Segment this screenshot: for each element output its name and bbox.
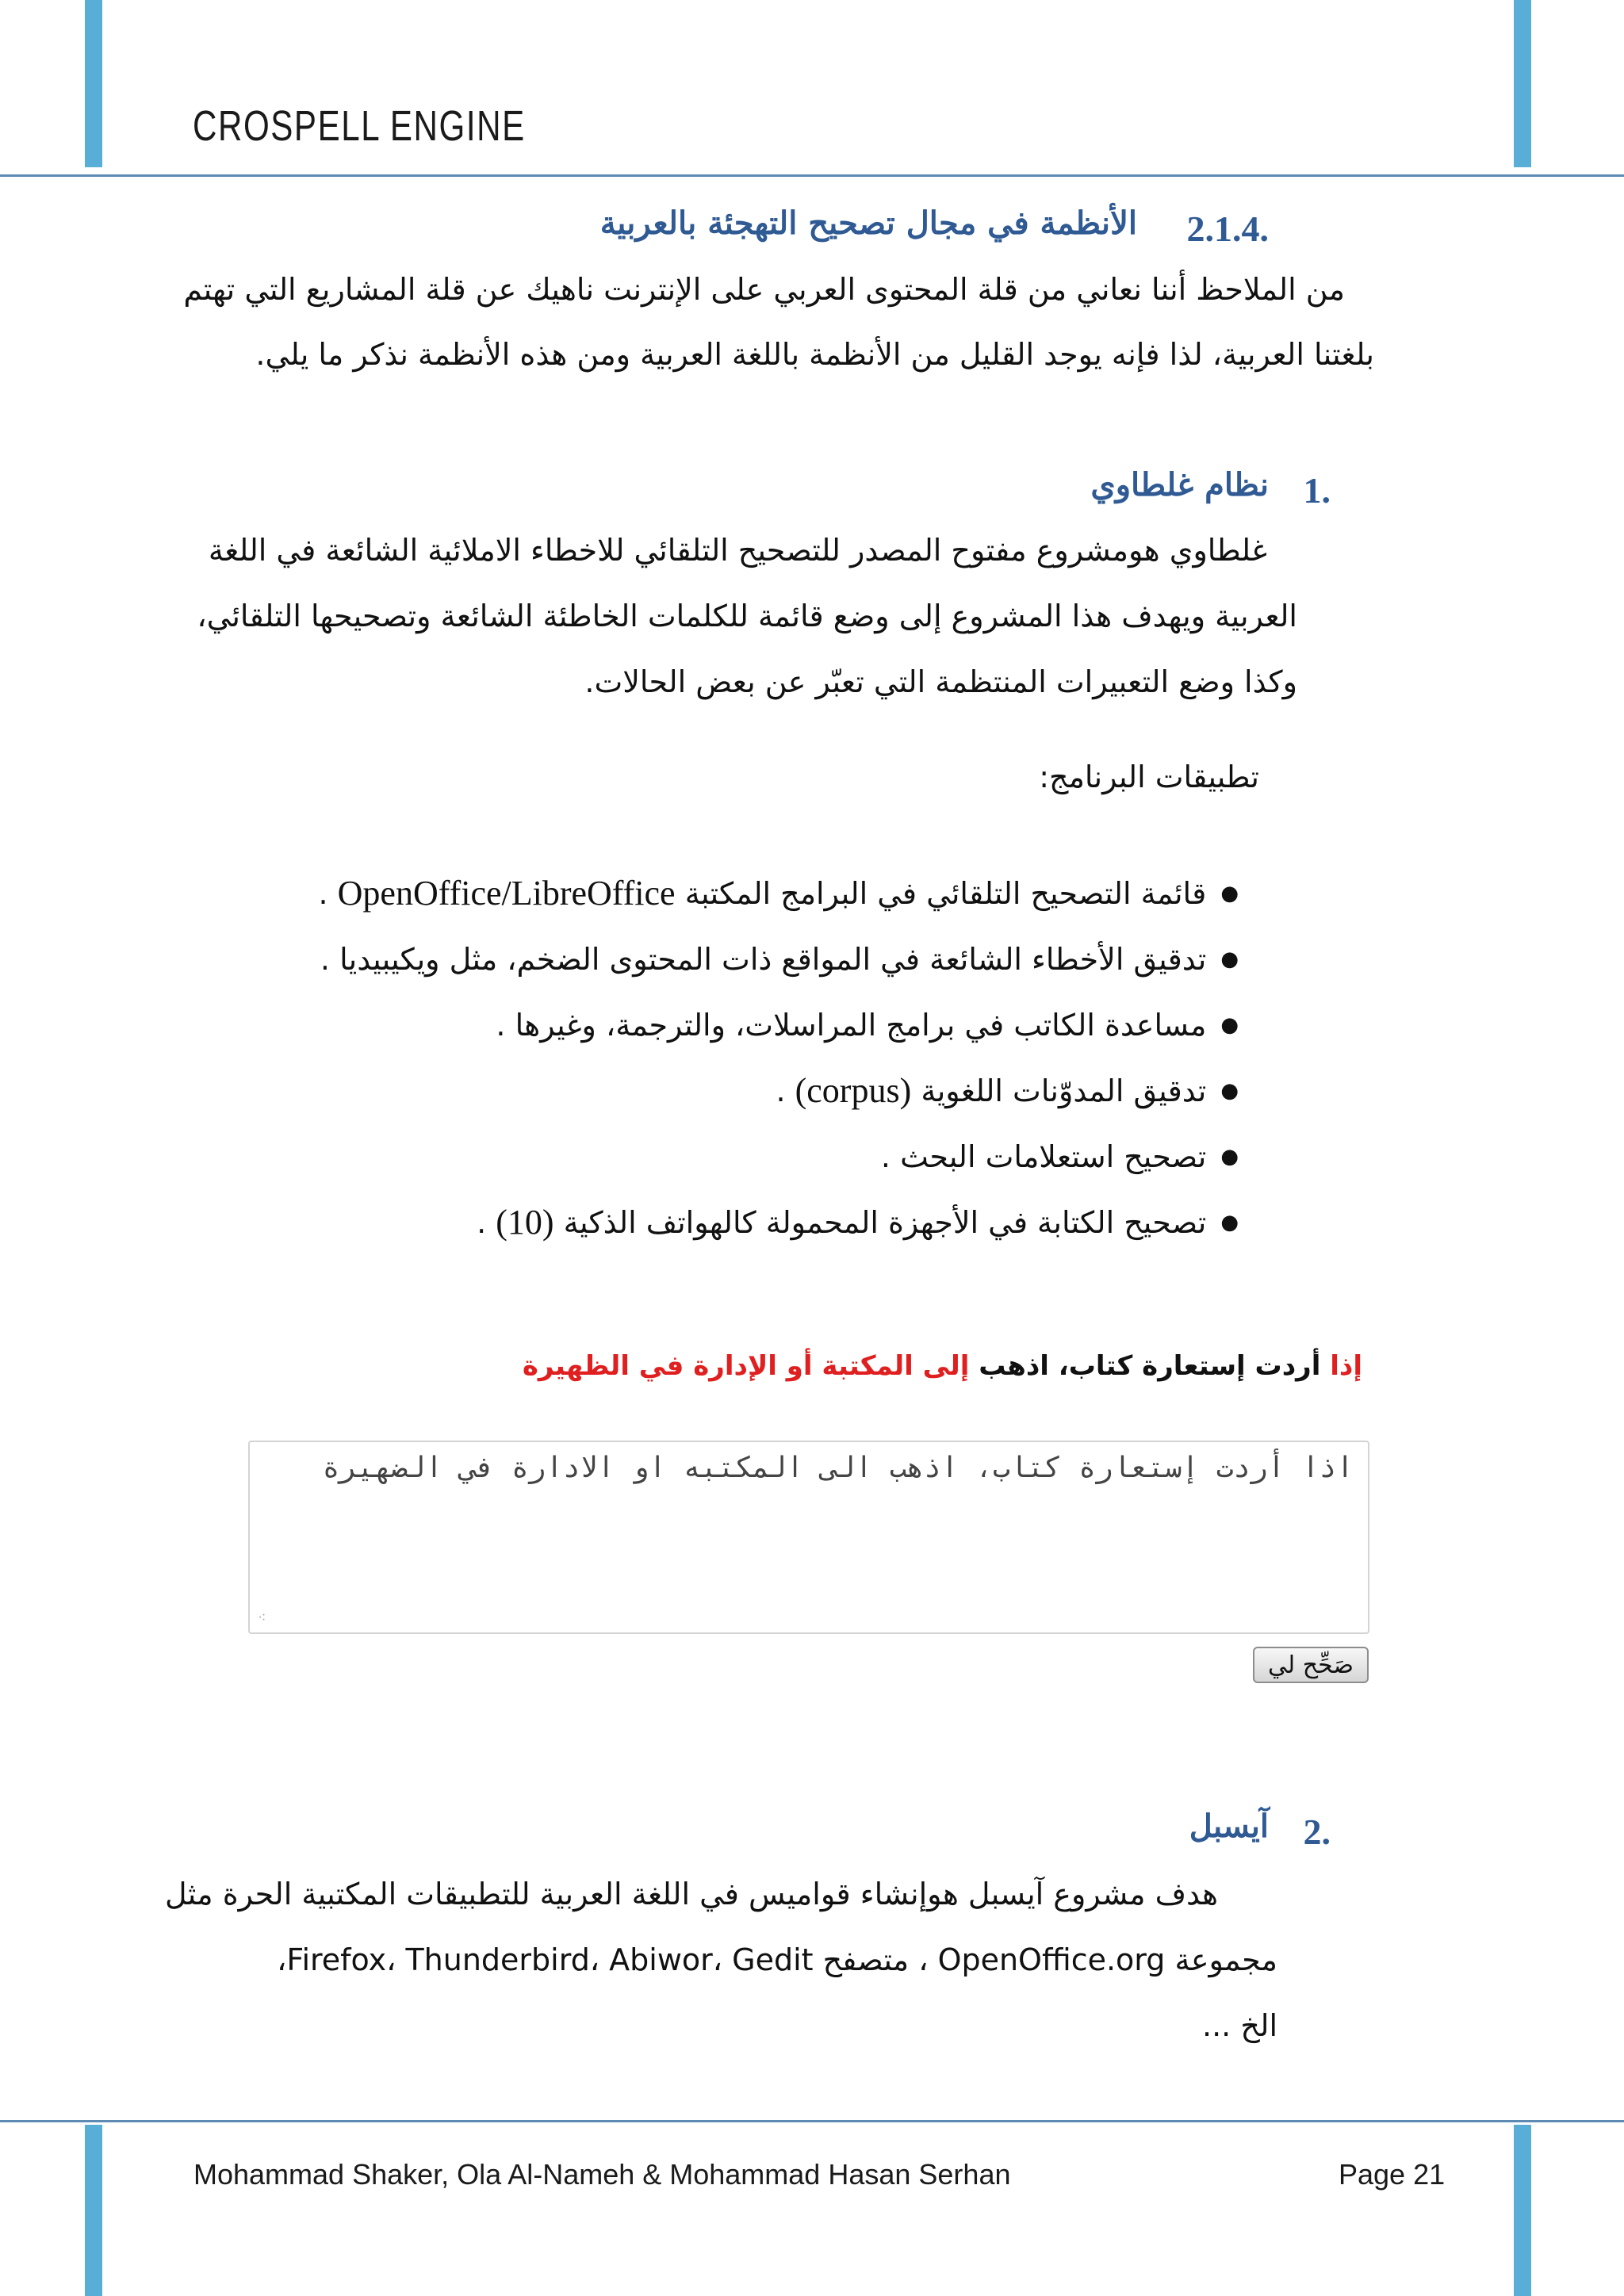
- caption-part: المكتبة أو الإدارة في الظهيرة: [522, 1350, 914, 1382]
- bullet-icon: ●: [1220, 947, 1239, 971]
- list-item-text: قائمة التصحيح التلقائي في البرامج المكتبة: [684, 875, 1207, 911]
- list-item: [318, 860, 1239, 926]
- bullet-icon: ●: [1220, 1078, 1239, 1103]
- spellcheck-textarea[interactable]: [248, 1441, 1369, 1634]
- header-left-accent-bar: [85, 0, 102, 167]
- list-item-latin: OpenOffice/LibreOffice: [337, 874, 676, 913]
- caption-part: أردت إستعارة كتاب، اذهب: [969, 1350, 1331, 1382]
- list-item-text: تصحيح استعلامات البحث: [900, 1138, 1207, 1174]
- list-item-text: تدقيق الأخطاء الشائعة في المواقع ذات المحتوى الضخم، مثل ويكيبيديا: [339, 941, 1207, 977]
- footer-left-accent-bar: [85, 2125, 102, 2296]
- list-item-latin: (10): [496, 1203, 554, 1242]
- list-item-text: مساعدة الكاتب في برامج المراسلات، والترجمة، وغيرها: [515, 1007, 1207, 1043]
- paragraph-line: الخ ...: [1202, 2008, 1277, 2043]
- paragraph-line: هدف مشروع آيسبل هوإنشاء قواميس في اللغة العربية للتطبيقات المكتبية الحرة مثل: [165, 1877, 1218, 1911]
- paragraph-line: مجموعة OpenOffice.org ، متصفح Firefox، Thunderbird، Abiwor، Gedit،: [277, 1942, 1277, 1977]
- caption-part: إلى: [922, 1350, 970, 1382]
- spellcheck-input-value[interactable]: اذا أردت إستعارة كتاب، اذهب الى المكتبه او الادارة في الضهيرة: [322, 1452, 1354, 1484]
- subsection-number: .2: [1303, 1812, 1331, 1852]
- list-item: [318, 1058, 1239, 1123]
- subsection-title: آيسبل: [1189, 1808, 1269, 1845]
- list-item: [318, 926, 1239, 992]
- list-item-end: .: [320, 941, 330, 977]
- page-number: Page 21: [1339, 2158, 1446, 2191]
- footer-divider: [0, 2120, 1624, 2122]
- paragraph-line: وكذا وضع التعبيرات المنتظمة التي تعبّر عن بعض الحالات.: [584, 664, 1297, 699]
- applications-list: [318, 860, 1239, 1255]
- paragraph-line: من الملاحظ أننا نعاني من قلة المحتوى العربي على الإنترنت ناهيك عن قلة المشاريع التي تهتم: [183, 272, 1345, 307]
- header-title: CROSPELL ENGINE: [193, 102, 526, 150]
- resize-grip-icon[interactable]: ⁖: [258, 1609, 266, 1626]
- demo-caption: [523, 1350, 1362, 1382]
- list-item: [318, 992, 1239, 1058]
- caption-part: [914, 1350, 923, 1382]
- list-item: [318, 1123, 1239, 1189]
- correct-me-button[interactable]: صَحِّح لي: [1253, 1647, 1369, 1683]
- list-item-text: تدقيق المدوّنات اللغوية: [921, 1073, 1207, 1108]
- bullet-icon: ●: [1220, 1210, 1239, 1234]
- subsection-title: نظام غلطاوي: [1090, 466, 1269, 503]
- list-item-text: تصحيح الكتابة في الأجهزة المحمولة كالهواتف الذكية: [563, 1204, 1207, 1240]
- header-right-accent-bar: [1514, 0, 1531, 167]
- list-item-end: .: [776, 1073, 786, 1108]
- list-item-latin: (corpus): [795, 1071, 912, 1110]
- caption-part: إذا: [1330, 1350, 1362, 1382]
- list-item: [318, 1189, 1239, 1255]
- applications-label: تطبيقات البرنامج:: [1039, 760, 1259, 794]
- paragraph-line: غلطاوي هومشروع مفتوح المصدر للتصحيح التلقائي للاخطاء الاملائية الشائعة في اللغة: [208, 533, 1267, 568]
- paragraph-line: العربية ويهدف هذا المشروع إلى وضع قائمة للكلمات الخاطئة الشائعة وتصحيحها التلقائي،: [197, 599, 1297, 633]
- section-title: الأنظمة في مجال تصحيح التهجئة بالعربية: [599, 205, 1137, 242]
- subsection-number: .1: [1303, 470, 1331, 511]
- bullet-icon: ●: [1220, 1144, 1239, 1169]
- header-divider: [0, 174, 1624, 177]
- footer-authors: Mohammad Shaker, Ola Al-Nameh & Mohammad Hasan Serhan: [193, 2158, 1011, 2191]
- list-item-end: .: [880, 1138, 891, 1174]
- bullet-icon: ●: [1220, 881, 1239, 905]
- section-number: .2.1.4: [1186, 209, 1269, 249]
- paragraph-line: بلغتنا العربية، لذا فإنه يوجد القليل من الأنظمة باللغة العربية ومن هذه الأنظمة نذكر ما يلي.: [255, 337, 1374, 372]
- bullet-icon: ●: [1220, 1012, 1239, 1037]
- list-item-end: .: [318, 875, 328, 911]
- footer-right-accent-bar: [1514, 2125, 1531, 2296]
- list-item-end: .: [477, 1204, 487, 1240]
- list-item-end: .: [496, 1007, 506, 1043]
